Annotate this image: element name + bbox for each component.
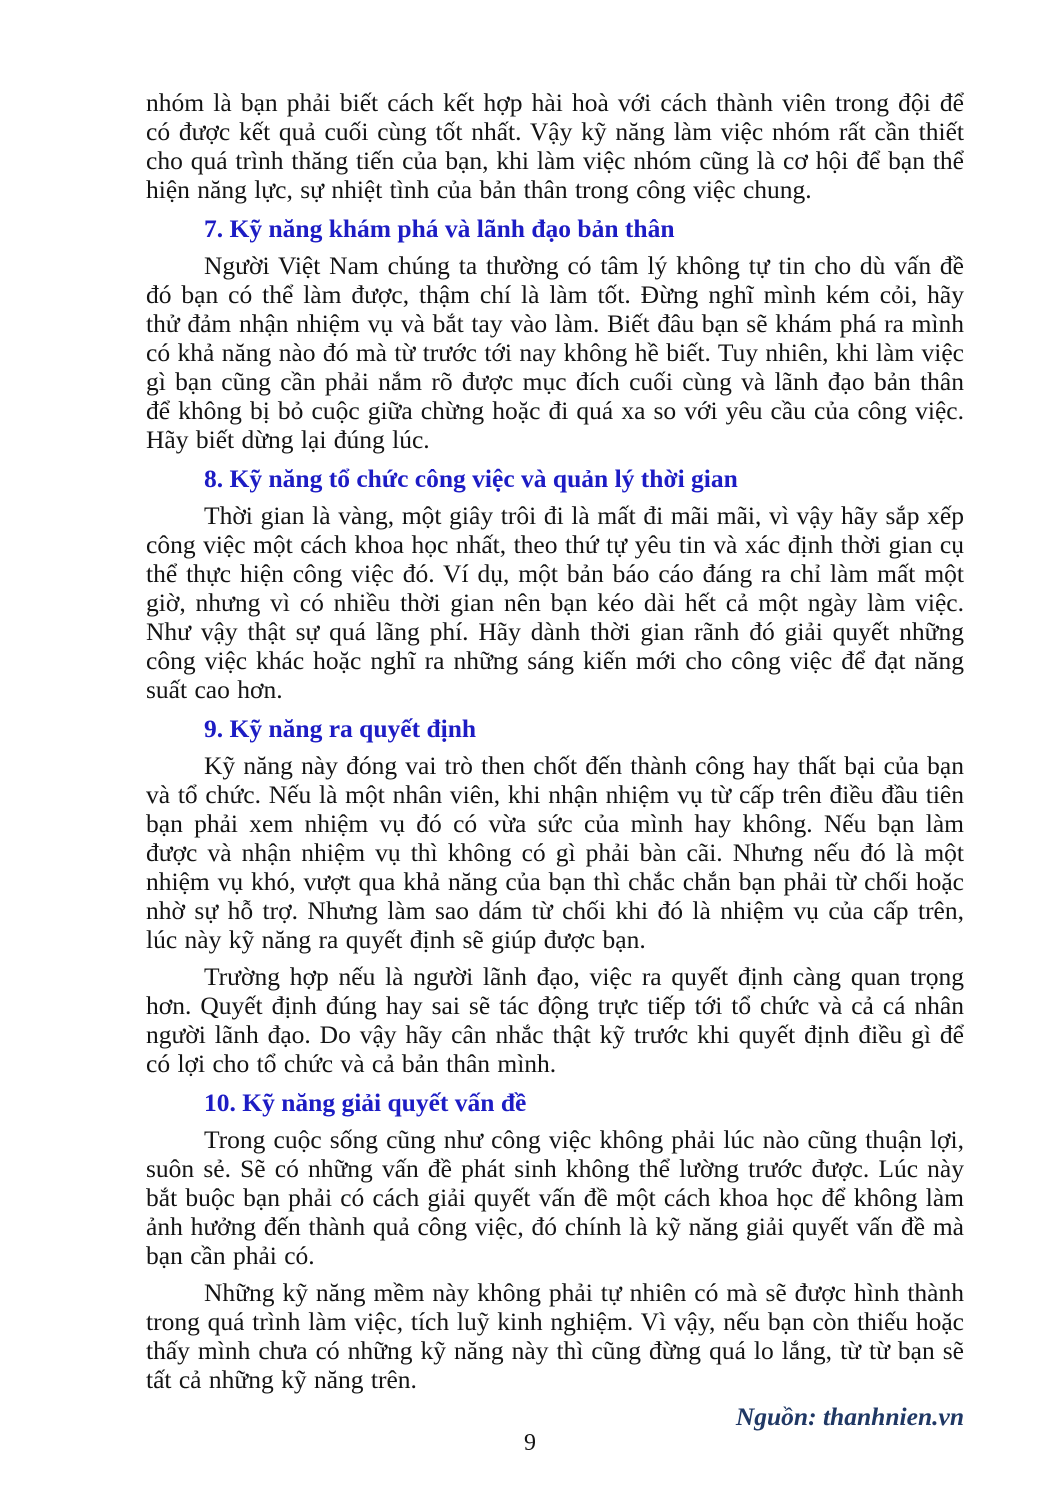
section-heading-7: 7. Kỹ năng khám phá và lãnh đạo bản thân (204, 214, 675, 243)
section-heading-10: 10. Kỹ năng giải quyết vấn đề (204, 1088, 527, 1117)
section-heading-8: 8. Kỹ năng tổ chức công việc và quản lý thời gian (204, 464, 738, 493)
paragraph-section-10: Trong cuộc sống cũng như công việc không phải lúc nào cũng thuận lợi, suôn sẻ. Sẽ có những vấn đề phát sinh không thể lường trước được. Lúc này bắt buộc bạn phải có cách giải quyết vấn đề một cách khoa học để không làm ảnh hưởng đến thành quả công việc, đó chính là kỹ năng giải quyết vấn đề mà bạn cần phải có. (146, 1125, 964, 1270)
paragraph-section-9-b: Trường hợp nếu là người lãnh đạo, việc ra quyết định càng quan trọng hơn. Quyết định đúng hay sai sẽ tác động trực tiếp tới tổ chức và cả cá nhân người lãnh đạo. Do vậy hãy cân nhắc thật kỹ trước khi quyết định điều gì để có lợi cho tổ chức và cả bản thân mình. (146, 962, 964, 1078)
source-attribution: Nguồn: thanhnien.vn (735, 1402, 964, 1431)
paragraph-section-9-a: Kỹ năng này đóng vai trò then chốt đến thành công hay thất bại của bạn và tổ chức. Nếu là một nhân viên, khi nhận nhiệm vụ từ cấp trên điều đầu tiên bạn phải xem nhiệm vụ đó có vừa sức của mình hay không. Nếu bạn làm được và nhận nhiệm vụ thì không có gì phải bàn cãi. Nhưng nếu đó là một nhiệm vụ khó, vượt qua khả năng của bạn thì chắc chắn bạn phải từ chối hoặc nhờ sự hỗ trợ. Nhưng làm sao dám từ chối khi đó là nhiệm vụ của cấp trên, lúc này kỹ năng ra quyết định sẽ giúp được bạn. (146, 751, 964, 954)
page-number: 9 (524, 1430, 536, 1456)
section-heading-9: 9. Kỹ năng ra quyết định (204, 714, 477, 743)
paragraph-section-8: Thời gian là vàng, một giây trôi đi là mất đi mãi mãi, vì vậy hãy sắp xếp công việc một cách khoa học nhất, theo thứ tự yêu tin và xác định thời gian cụ thể thực hiện công việc đó. Ví dụ, một bản báo cáo đáng ra chỉ làm mất một giờ, nhưng vì có nhiều thời gian nên bạn kéo dài hết cả một ngày làm việc. Như vậy thật sự quá lãng phí. Hãy dành thời gian rãnh đó giải quyết những công việc khác hoặc nghĩ ra những sáng kiến mới cho công việc để đạt năng suất cao hơn. (146, 501, 964, 704)
paragraph-teamwork-continued: nhóm là bạn phải biết cách kết hợp hài hoà với cách thành viên trong đội để có được kết quả cuối cùng tốt nhất. Vậy kỹ năng làm việc nhóm rất cần thiết cho quá trình thăng tiến của bạn, khi làm việc nhóm cũng là cơ hội để bạn thể hiện năng lực, sự nhiệt tình của bản thân trong công việc chung. (146, 88, 964, 204)
paragraph-closing: Những kỹ năng mềm này không phải tự nhiên có mà sẽ được hình thành trong quá trình làm việc, tích luỹ kinh nghiệm. Vì vậy, nếu bạn còn thiếu hoặc thấy mình chưa có những kỹ năng này thì cũng đừng quá lo lắng, từ từ bạn sẽ tất cả những kỹ năng trên. (146, 1278, 964, 1394)
paragraph-section-7: Người Việt Nam chúng ta thường có tâm lý không tự tin cho dù vấn đề đó bạn có thể làm được, thậm chí là làm tốt. Đừng nghĩ mình kém cỏi, hãy thử đảm nhận nhiệm vụ và bắt tay vào làm. Biết đâu bạn sẽ khám phá ra mình có khả năng nào đó mà từ trước tới nay không hề biết. Tuy nhiên, khi làm việc gì bạn cũng cần phải nắm rõ được mục đích cuối cùng và lãnh đạo bản thân để không bị bỏ cuộc giữa chừng hoặc đi quá xa so với yêu cầu của công việc. Hãy biết dừng lại đúng lúc. (146, 251, 964, 454)
document-content (146, 88, 964, 1432)
